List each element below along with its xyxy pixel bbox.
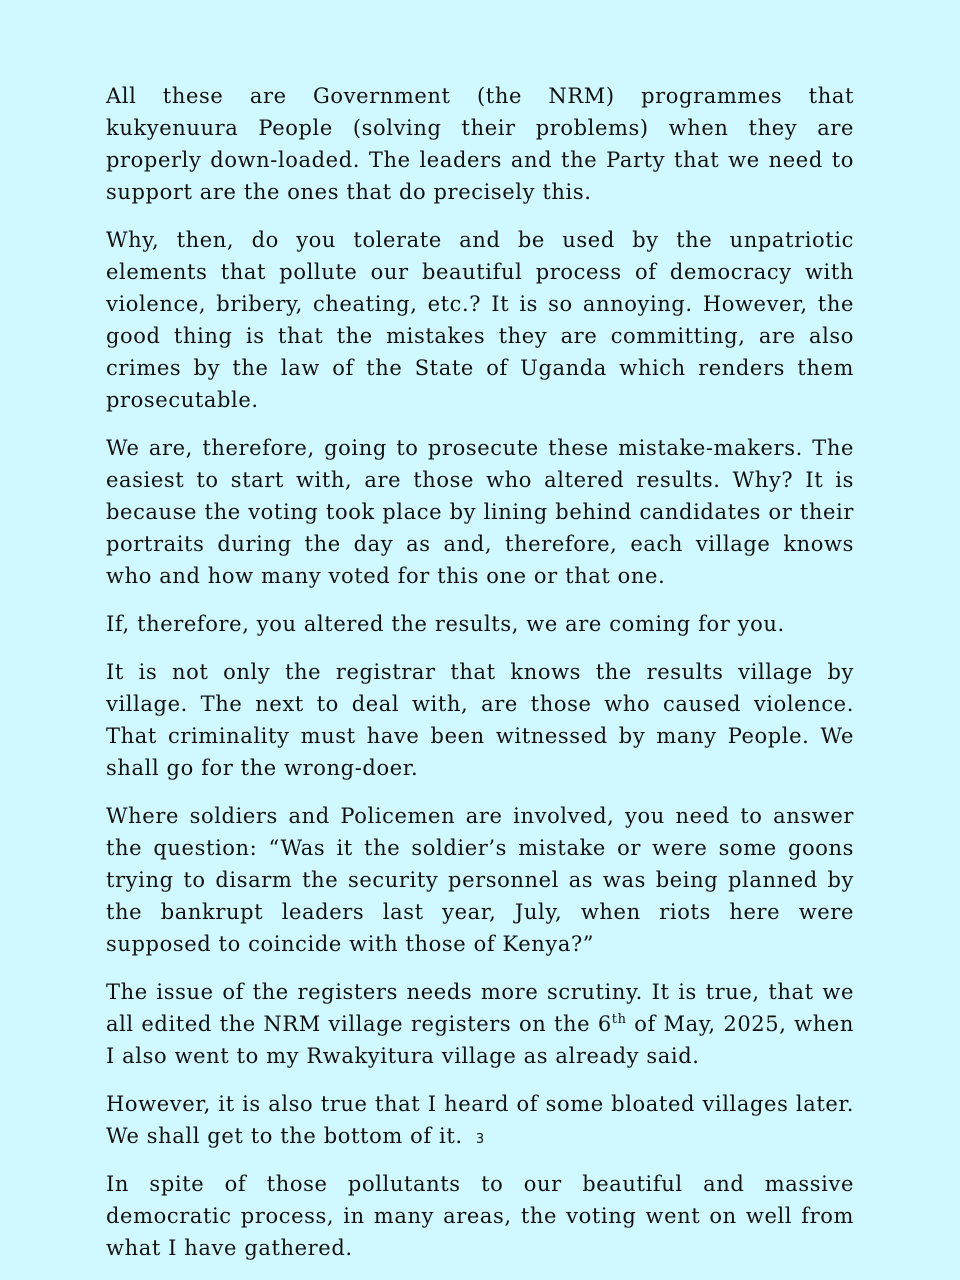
paragraph-text: The issue of the registers needs more scrutiny. It is true, that we all edited the NRM village registers on the 6 <box>106 980 854 1036</box>
paragraph <box>106 976 854 1072</box>
paragraph: In spite of those pollutants to our beautiful and massive democratic process, in many areas, the voting went on well from what I have gathered. <box>106 1172 854 1260</box>
paragraph: However, it is also true that I heard of some bloated villages later. We shall get to the bottom of it. <box>106 1092 854 1148</box>
ordinal-superscript: th <box>611 1012 627 1027</box>
paragraph: All these are Government (the NRM) programmes that kukyenuura People (solving their problems) when they are properly down-loaded. The leaders and the Party that we need to support are the ones that do precisely this. <box>106 84 854 204</box>
paragraph: Where soldiers and Policemen are involved, you need to answer the question: “Was it the soldier’s mistake or were some goons trying to disarm the security personnel as was being planned by the bankrupt leaders last year, July, when riots here were supposed to coincide with those of Kenya?” <box>106 804 854 956</box>
paragraph: It is not only the registrar that knows the results village by village. The next to deal with, are those who caused violence. That criminality must have been witnessed by many People. We shall go for the wrong-doer. <box>106 660 854 780</box>
paragraph: Why, then, do you tolerate and be used by the unpatriotic elements that pollute our beautiful process of democracy with violence, bribery, cheating, etc.? It is so annoying. However, the good thing is that the mistakes they are committing, are also crimes by the law of the State of Uganda which renders them prosecutable. <box>106 228 854 412</box>
paragraph: If, therefore, you altered the results, we are coming for you. <box>106 612 785 636</box>
page-number: 3 <box>475 1132 485 1147</box>
paragraph-text: of May, 2025, when I also went to my Rwakyitura village as already said. <box>106 1012 854 1068</box>
paragraph: We are, therefore, going to prosecute these mistake-makers. The easiest to start with, are those who altered results. Why? It is because the voting took place by lining behind candidates or their portraits during the day as and, therefore, each village knows who and how many voted for this one or that one. <box>106 436 854 588</box>
document-body <box>106 80 854 1280</box>
